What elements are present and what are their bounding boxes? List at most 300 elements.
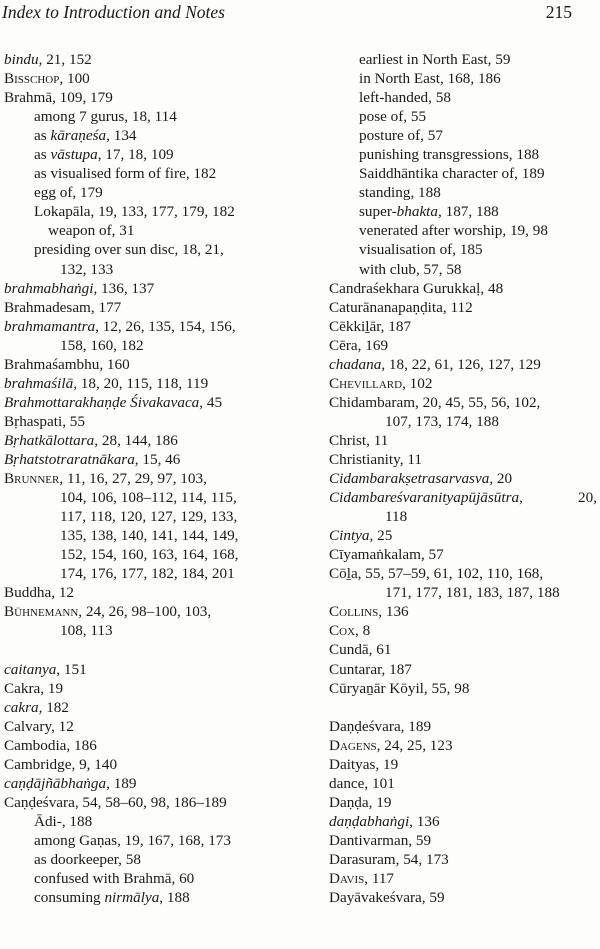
- entry-segment: Chidambaram, 20, 45, 55, 56, 102,: [329, 393, 541, 411]
- entry-text: [329, 356, 541, 373]
- entry-text: [329, 603, 409, 620]
- entry-segment: Lokapāla, 19, 133, 177, 179, 182: [34, 203, 235, 221]
- author-name: Dagens: [329, 736, 377, 754]
- index-entry-continuation: [4, 336, 290, 355]
- italic-term: brahmabhaṅgi: [4, 279, 94, 297]
- entry-segment: , 189: [106, 774, 137, 792]
- index-subentry: [4, 164, 290, 183]
- entry-segment: , 17, 18, 109: [97, 146, 174, 164]
- entry-segment: Candraśekhara Gurukkaḷ, 48: [329, 279, 504, 297]
- entry-text: [34, 184, 103, 201]
- index-entry-continuation: [329, 507, 597, 526]
- entry-text: [4, 756, 117, 773]
- entry-text: [329, 775, 395, 792]
- entry-text: [329, 337, 388, 354]
- index-entry: [329, 640, 597, 659]
- entry-segment: visualisation of, 185: [359, 241, 483, 259]
- entry-segment: , 25: [369, 527, 393, 545]
- italic-term: caṇḍājñābhaṅga: [4, 774, 107, 792]
- entry-text: [4, 584, 74, 601]
- index-entry: [329, 450, 597, 469]
- entry-segment: dance, 101: [329, 774, 395, 792]
- index-subentry: [329, 240, 597, 259]
- index-entry: [4, 69, 290, 88]
- index-subentry: [329, 107, 597, 126]
- entry-segment: with club, 57, 58: [359, 260, 462, 278]
- entry-segment: Cundā, 61: [329, 641, 392, 659]
- entry-text: [4, 737, 97, 754]
- entry-segment: , 18, 22, 61, 126, 127, 129: [381, 355, 541, 373]
- entry-segment: Brahmadesam, 177: [4, 298, 122, 316]
- entry-segment: , 24, 26, 98–100, 103,: [78, 603, 212, 621]
- italic-term: cakra: [4, 698, 39, 716]
- entry-text: [329, 299, 473, 316]
- entry-text: [329, 488, 523, 507]
- entry-segment: 118: [385, 508, 408, 526]
- entry-text: [329, 813, 440, 830]
- entry-text: [4, 375, 208, 392]
- entry-segment: venerated after worship, 19, 98: [359, 222, 548, 240]
- index-subentry: [329, 260, 597, 279]
- entry-text: [60, 508, 237, 525]
- entry-segment: 107, 173, 174, 188: [385, 412, 499, 430]
- italic-term: Bṛhatkālottara: [4, 431, 95, 449]
- index-subentry: [329, 202, 597, 221]
- index-entry-continuation: [4, 526, 290, 545]
- entry-text: [329, 280, 503, 297]
- entry-text: [4, 661, 87, 678]
- entry-segment: Calvary, 12: [4, 717, 74, 735]
- index-entry: [329, 317, 597, 336]
- entry-segment: pose of, 55: [359, 108, 427, 126]
- index-subentry: [4, 888, 290, 907]
- entry-text: [329, 756, 398, 773]
- entry-segment: Cōḻa, 55, 57–59, 61, 102, 110, 168,: [329, 565, 544, 583]
- entry-text: [329, 432, 388, 449]
- entry-segment: 117, 118, 120, 127, 129, 133,: [60, 508, 238, 526]
- entry-segment: Dayāvakeśvara, 59: [329, 889, 445, 907]
- italic-term: brahmamantra: [4, 317, 96, 335]
- entry-segment: posture of, 57: [359, 127, 443, 145]
- index-subentry: [329, 88, 597, 107]
- index-entry: [4, 698, 290, 717]
- index-entry: [329, 564, 597, 583]
- entry-segment: weapon of, 31: [48, 222, 135, 240]
- entry-segment: 108, 113: [60, 622, 113, 640]
- entry-text: [359, 241, 483, 258]
- index-entry: [4, 88, 290, 107]
- entry-segment: Caturānanapaṇḍita, 112: [329, 298, 473, 316]
- index-entry: [4, 717, 290, 736]
- entry-segment: Cambridge, 9, 140: [4, 755, 118, 773]
- entry-segment: Ādi-, 188: [34, 812, 93, 830]
- entry-text: [359, 203, 499, 220]
- index-entry: [329, 526, 597, 545]
- index-entry: [329, 393, 597, 412]
- entry-text: [4, 299, 121, 316]
- entry-text: [329, 680, 469, 697]
- entry-text: [359, 70, 501, 87]
- index-entry: [329, 298, 597, 317]
- index-entry-continuation: [4, 564, 290, 583]
- index-entry: [329, 793, 597, 812]
- entry-segment: Darasuram, 54, 173: [329, 850, 449, 868]
- entry-text: [385, 584, 560, 601]
- entry-text: [4, 394, 222, 411]
- entry-text: [329, 889, 445, 906]
- entry-segment: 132, 133: [60, 260, 114, 278]
- entry-text: [359, 89, 451, 106]
- entry-text: [359, 108, 426, 125]
- index-subentry: [4, 107, 290, 126]
- author-name: Bisschop: [4, 70, 60, 88]
- entry-segment: 174, 176, 177, 182, 184, 201: [60, 565, 235, 583]
- entry-segment: 158, 160, 182: [60, 336, 144, 354]
- entry-text: [329, 318, 411, 335]
- entry-segment: presiding over sun disc, 18, 21,: [34, 241, 224, 259]
- index-subentry: [329, 164, 597, 183]
- entry-text: [4, 51, 92, 68]
- entry-text: [329, 870, 394, 887]
- italic-term: vāstupa: [50, 146, 98, 164]
- author-name: Chevillard: [329, 374, 403, 392]
- entry-text: [329, 375, 432, 392]
- entry-segment: , 136: [378, 603, 409, 621]
- italic-term: nirmālya: [104, 889, 160, 907]
- entry-segment: 104, 106, 108–112, 114, 115,: [60, 489, 237, 507]
- index-entry: [329, 869, 597, 888]
- entry-segment: , 20: [489, 470, 513, 488]
- entry-text: [359, 165, 545, 182]
- index-entry: [329, 755, 597, 774]
- index-entry-continuation: [4, 621, 290, 640]
- running-head: Index to Introduction and Notes: [2, 2, 225, 22]
- entry-segment: Brahmā, 109, 179: [4, 89, 113, 107]
- author-name: Bühnemann: [4, 603, 79, 621]
- entry-segment: as: [34, 146, 51, 164]
- entry-segment: as doorkeeper, 58: [34, 850, 141, 868]
- entry-text: [4, 89, 113, 106]
- entry-segment: Cūryaṉār Kōyil, 55, 98: [329, 679, 470, 697]
- index-entry: [329, 774, 597, 793]
- index-subentry: [329, 126, 597, 145]
- index-entry: [329, 469, 597, 488]
- index-entry: [4, 355, 290, 374]
- entry-segment: earliest in North East, 59: [359, 51, 511, 68]
- index-subentry: [329, 145, 597, 164]
- index-entry-continuation: [4, 488, 290, 507]
- entry-segment: egg of, 179: [34, 184, 103, 202]
- entry-text: [34, 108, 177, 125]
- index-entry: [329, 545, 597, 564]
- index-entry-continuation: [4, 545, 290, 564]
- index-subentry: [4, 831, 290, 850]
- index-entry-continuation: [329, 583, 597, 602]
- index-subentry: [4, 202, 290, 221]
- entry-segment: standing, 188: [359, 184, 441, 202]
- italic-term: Cidambarakṣetrasarvasva: [329, 470, 490, 488]
- entry-segment: , 45: [199, 393, 223, 411]
- entry-text: [329, 546, 444, 563]
- italic-term: bhakta: [396, 203, 438, 221]
- entry-segment: , 15, 46: [134, 450, 181, 468]
- entry-text: [4, 680, 63, 697]
- entry-text: [4, 699, 69, 716]
- entry-segment: , 28, 144, 186: [94, 431, 178, 449]
- index-entry: [4, 793, 290, 812]
- index-entry: [329, 431, 597, 450]
- entry-segment: Cīyamaṅkalam, 57: [329, 546, 444, 564]
- entry-segment: 135, 138, 140, 141, 144, 149,: [60, 527, 239, 545]
- entry-segment: Cakra, 19: [4, 679, 64, 697]
- index-entry: [4, 469, 290, 488]
- index-entry: [329, 679, 597, 698]
- entry-segment: , 18, 20, 115, 118, 119: [73, 374, 209, 392]
- italic-term: chadana: [329, 355, 382, 373]
- entry-segment: Daṇḍa, 19: [329, 793, 392, 811]
- entry-text: [4, 775, 136, 792]
- entry-segment: Brahmaśambhu, 160: [4, 355, 130, 373]
- entry-text: [34, 832, 231, 849]
- index-entry: [4, 393, 290, 412]
- entry-segment: as: [34, 127, 51, 145]
- entry-segment: , 188: [159, 889, 190, 907]
- index-entry: [329, 374, 597, 393]
- entry-text: [329, 832, 431, 849]
- italic-term: Cintya: [329, 527, 370, 545]
- entry-text: [329, 394, 540, 411]
- entry-text: [34, 146, 174, 163]
- entry-text: [4, 356, 130, 373]
- index-subentry: [329, 183, 597, 202]
- index-column-left: [4, 50, 290, 907]
- index-entry: [4, 679, 290, 698]
- entry-segment: Christ, 11: [329, 431, 389, 449]
- entry-text: [60, 622, 113, 639]
- entry-segment: Cēkkiḻār, 187: [329, 317, 412, 335]
- index-subentry: [4, 145, 290, 164]
- entry-segment: in North East, 168, 186: [359, 70, 501, 88]
- entry-segment: Caṇḍeśvara, 54, 58–60, 98, 186–189: [4, 793, 227, 811]
- entry-segment: Cēra, 169: [329, 336, 389, 354]
- italic-term: brahmaśilā: [4, 374, 74, 392]
- index-entry: [4, 774, 290, 793]
- index-entry: [4, 279, 290, 298]
- entry-segment: , 102: [402, 374, 433, 392]
- entry-segment: Daityas, 19: [329, 755, 399, 773]
- entry-segment: Buddha, 12: [4, 584, 75, 602]
- entry-segment: Bṛhaspati, 55: [4, 412, 85, 430]
- entry-text: [4, 70, 90, 87]
- index-subentry: [329, 50, 597, 69]
- index-entry: [4, 450, 290, 469]
- entry-text: [329, 565, 543, 582]
- entry-text: [4, 432, 178, 449]
- entry-segment: , 100: [59, 70, 90, 88]
- index-entry: [4, 374, 290, 393]
- entry-segment: Cuntarar, 187: [329, 660, 412, 678]
- index-entry: [329, 279, 597, 298]
- entry-text: [4, 451, 180, 468]
- entry-segment: 171, 177, 181, 183, 187, 188: [385, 584, 560, 602]
- index-entry: [4, 602, 290, 621]
- entry-text: [4, 318, 236, 335]
- entry-segment: Dantivarman, 59: [329, 831, 432, 849]
- entry-text: [4, 794, 227, 811]
- entry-tail: 20,: [578, 489, 597, 507]
- index-entry: [329, 660, 597, 679]
- page-number: 215: [545, 2, 572, 22]
- entry-segment: as visualised form of fire, 182: [34, 165, 217, 183]
- index-entry: [329, 717, 597, 736]
- index-subentry: [329, 221, 597, 240]
- entry-text: [34, 889, 190, 906]
- entry-text: [4, 470, 207, 487]
- entry-text: [359, 127, 443, 144]
- entry-text: [329, 737, 453, 754]
- entry-text: [329, 641, 391, 658]
- entry-segment: Daṇḍeśvara, 189: [329, 717, 432, 735]
- index-entry: [4, 412, 290, 431]
- entry-segment: punishing transgressions, 188: [359, 146, 540, 164]
- entry-segment: 152, 154, 160, 163, 164, 168,: [60, 546, 239, 564]
- index-entry: [329, 355, 597, 374]
- entry-segment: , 12, 26, 135, 154, 156,: [95, 317, 236, 335]
- entry-segment: consuming: [34, 889, 105, 907]
- index-entry: [329, 888, 597, 907]
- italic-term: bindu: [4, 51, 39, 68]
- index-subentry: [4, 850, 290, 869]
- index-subentry: [4, 183, 290, 202]
- entry-text: [4, 413, 85, 430]
- entry-text: [34, 851, 141, 868]
- index-entry: [329, 850, 597, 869]
- entry-text: [60, 527, 238, 544]
- entry-text: [4, 718, 74, 735]
- entry-text: [60, 565, 235, 582]
- entry-segment: Christianity, 11: [329, 450, 422, 468]
- entry-segment: among 7 gurus, 18, 114: [34, 108, 177, 126]
- page-header: [2, 2, 572, 26]
- entry-segment: super-: [359, 203, 397, 221]
- italic-term: Bṛhatstotraratnākara: [4, 450, 135, 468]
- entry-text: [329, 794, 391, 811]
- entry-segment: , 11, 16, 27, 29, 97, 103,: [59, 470, 207, 488]
- author-name: Brunner: [4, 470, 60, 488]
- index-subentry: [4, 126, 290, 145]
- index-entry: [4, 298, 290, 317]
- index-entry-continuation: [4, 507, 290, 526]
- index-entry: [4, 755, 290, 774]
- entry-text: [359, 222, 548, 239]
- entry-text: [60, 261, 113, 278]
- author-name: Cox: [329, 622, 356, 640]
- entry-text: [385, 508, 407, 525]
- entry-segment: ,: [519, 489, 523, 507]
- entry-text: [48, 222, 134, 239]
- entry-text: [359, 51, 510, 68]
- index-subentry: [4, 869, 290, 888]
- author-name: Collins: [329, 603, 379, 621]
- entry-segment: among Gaṇas, 19, 167, 168, 173: [34, 831, 231, 849]
- entry-segment: , 21, 152: [38, 51, 92, 68]
- index-entry: [329, 621, 597, 640]
- entry-text: [329, 718, 431, 735]
- index-entry: [4, 431, 290, 450]
- entry-text: [60, 337, 144, 354]
- index-subentry: [329, 69, 597, 88]
- index-entry: [4, 583, 290, 602]
- entry-segment: Saiddhāntika character of, 189: [359, 165, 545, 183]
- entry-text: [329, 622, 370, 639]
- entry-text: [329, 851, 449, 868]
- entry-segment: , 136, 137: [93, 279, 155, 297]
- italic-term: caitanya: [4, 660, 57, 678]
- entry-text: [4, 280, 154, 297]
- entry-text: [60, 546, 238, 563]
- entry-text: [34, 203, 235, 220]
- entry-segment: Cambodia, 186: [4, 736, 97, 754]
- entry-text: [34, 813, 92, 830]
- index-subentry: [4, 221, 290, 240]
- entry-text: [60, 489, 237, 506]
- entry-segment: confused with Brahmā, 60: [34, 870, 195, 888]
- index-entry-continuation: [4, 260, 290, 279]
- section-gap: [329, 698, 597, 717]
- entry-segment: , 187, 188: [438, 203, 499, 221]
- entry-text: [329, 451, 422, 468]
- index-entry: [4, 660, 290, 679]
- italic-term: Brahmottarakhaṇḍe Śivakavaca: [4, 393, 200, 411]
- entry-text: [359, 146, 539, 163]
- entry-text: [34, 165, 216, 182]
- entry-segment: , 117: [364, 870, 395, 888]
- index-subentry: [4, 240, 290, 259]
- entry-segment: left-handed, 58: [359, 89, 451, 107]
- index-entry: [329, 831, 597, 850]
- author-name: Davis: [329, 870, 365, 888]
- entry-segment: , 8: [355, 622, 371, 640]
- entry-segment: , 136: [409, 812, 440, 830]
- index-entry: [4, 50, 290, 69]
- index-entry: [329, 488, 597, 507]
- italic-term: daṇḍabhaṅgi: [329, 812, 410, 830]
- italic-term: kāraṇeśa: [50, 127, 107, 145]
- index-subentry: [4, 812, 290, 831]
- index-entry: [4, 317, 290, 336]
- entry-segment: , 24, 25, 123: [376, 736, 453, 754]
- index-entry-continuation: [329, 412, 597, 431]
- index-entry: [329, 736, 597, 755]
- entry-text: [359, 261, 462, 278]
- entry-segment: , 182: [38, 698, 69, 716]
- index-entry: [329, 336, 597, 355]
- entry-text: [329, 527, 392, 544]
- index-column-right: [329, 50, 597, 907]
- index-entry: [4, 736, 290, 755]
- index-entry: [329, 602, 597, 621]
- entry-text: [359, 184, 441, 201]
- entry-text: [34, 127, 137, 144]
- entry-segment: , 134: [106, 127, 137, 145]
- italic-term: Cidambareśvaranityapūjāsūtra: [329, 489, 520, 507]
- section-gap: [4, 640, 290, 659]
- entry-text: [34, 241, 224, 258]
- index-entry: [329, 812, 597, 831]
- entry-segment: , 151: [56, 660, 87, 678]
- entry-text: [329, 470, 512, 487]
- entry-text: [329, 661, 412, 678]
